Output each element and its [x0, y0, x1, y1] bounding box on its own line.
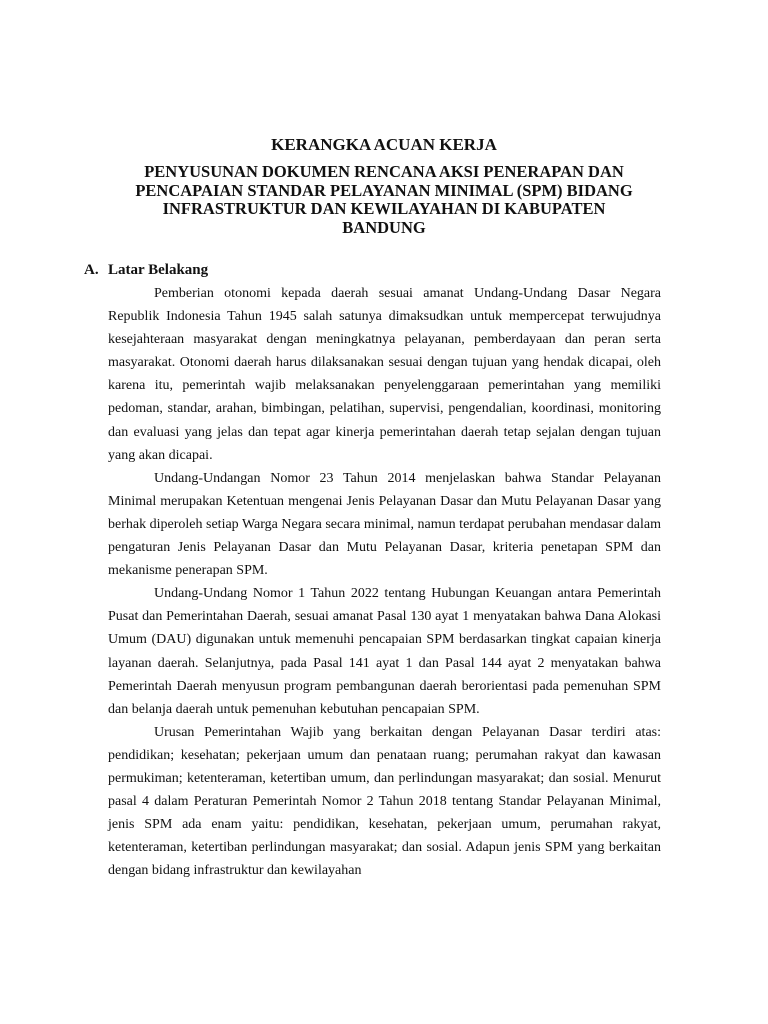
- section-title: Latar Belakang: [108, 262, 209, 278]
- paragraph: Urusan Pemerintahan Wajib yang berkaitan dengan Pelayanan Dasar terdiri atas: pendidikan; kesehatan; pekerjaan umum dan penataan ruang; perumahan rakyat dan kawasan permukiman; ketenteraman, ketertiban umum, dan perlindungan masyarakat; dan sosial. Menurut pasal 4 dalam Peraturan Pemerintah Nomor 2 Tahun 2018 tentang Standar Pelayanan Minimal, jenis SPM ada enam yaitu: pendidikan, kesehatan, pekerjaan umum, perumahan rakyat, ketenteraman, ketertiban perlindungan masyarakat; dan sosial. Adapun jenis SPM yang berkaitan dengan bidang infrastruktur dan kewilayahan: [108, 724, 661, 879]
- subtitle-line: INFRASTRUKTUR DAN KEWILAYAHAN DI KABUPATEN: [162, 199, 606, 218]
- subtitle-line: BANDUNG: [342, 217, 426, 237]
- document-title: KERANGKA ACUAN KERJA: [271, 135, 497, 154]
- subtitle-line: PENYUSUNAN DOKUMEN RENCANA AKSI PENERAPAN DAN: [144, 162, 624, 181]
- document-body: [108, 282, 661, 882]
- subtitle-line: PENCAPAIAN STANDAR PELAYANAN MINIMAL (SPM) BIDANG: [135, 180, 633, 200]
- section-heading: [84, 261, 208, 279]
- section-number: A.: [84, 262, 99, 278]
- document-subtitle: [100, 163, 668, 237]
- paragraph: Undang-Undangan Nomor 23 Tahun 2014 menjelaskan bahwa Standar Pelayanan Minimal merupakan Ketentuan mengenai Jenis Pelayanan Dasar dan Mutu Pelayanan Dasar yang berhak diperoleh setiap Warga Negara secara minimal, namun terdapat perubahan mendasar dalam pengaturan Jenis Pelayanan Dasar dan Mutu Pelayanan Dasar, kriteria penetapan SPM dan mekanisme penerapan SPM.: [108, 470, 661, 579]
- paragraph: Pemberian otonomi kepada daerah sesuai amanat Undang-Undang Dasar Negara Republik Indonesia Tahun 1945 salah satunya dimaksudkan untuk mempercepat terwujudnya kesejahteraan masyarakat dengan meningkatnya pelayanan, pemberdayaan dan peran serta masyarakat. Otonomi daerah harus dilaksanakan sesuai dengan tujuan yang hendak dicapai, oleh karena itu, pemerintah wajib melaksanakan penyelenggaraan pemerintahan yang memiliki pedoman, standar, arahan, bimbingan, pelatihan, supervisi, pengendalian, koordinasi, monitoring dan evaluasi yang jelas dan tepat agar kinerja pemerintahan daerah tetap sejalan dengan tujuan yang akan dicapai.: [108, 286, 661, 463]
- paragraph: Undang-Undang Nomor 1 Tahun 2022 tentang Hubungan Keuangan antara Pemerintah Pusat dan Pemerintahan Daerah, sesuai amanat Pasal 130 ayat 1 menyatakan bahwa Dana Alokasi Umum (DAU) digunakan untuk memenuhi pencapaian SPM berdasarkan tingkat capaian kinerja layanan daerah. Selanjutnya, pada Pasal 141 ayat 1 dan Pasal 144 ayat 2 menyatakan bahwa Pemerintah Daerah menyusun program pembangunan daerah berorientasi pada pemenuhan SPM dan belanja daerah untuk pemenuhan kebutuhan pencapaian SPM.: [108, 586, 661, 717]
